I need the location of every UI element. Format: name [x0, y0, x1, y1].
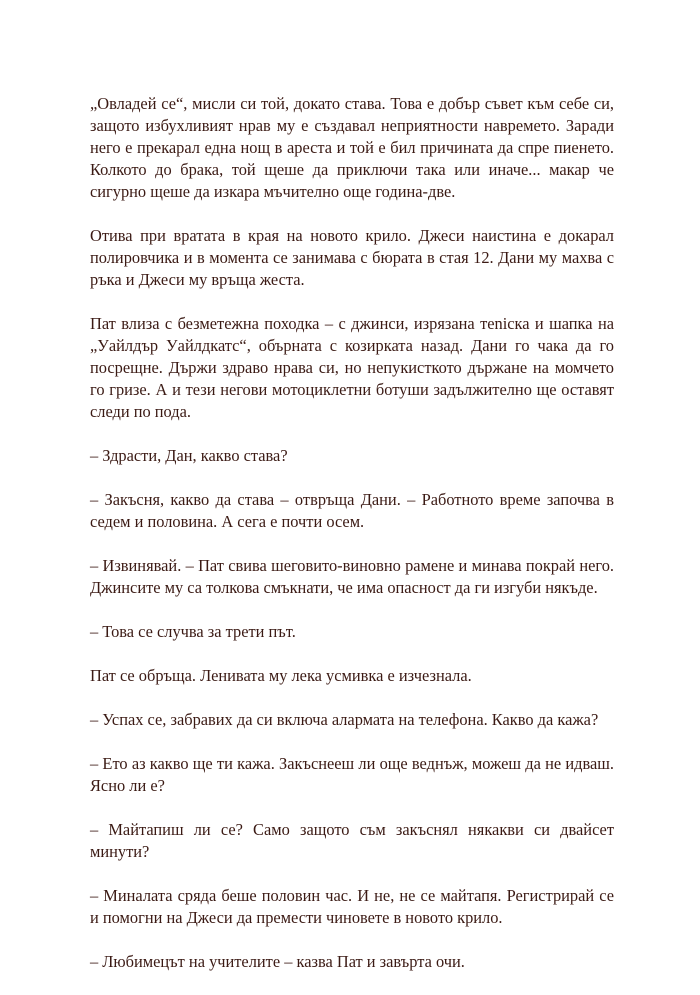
body-text — [90, 93, 614, 995]
paragraph-4: – Здрасти, Дан, какво става? — [90, 446, 288, 465]
paragraph-11: – Майтапиш ли се? Само защото съм закъснял някакви си двайсет минути? — [90, 820, 614, 861]
paragraph-6: – Извинявай. – Пат свива шеговито-виновно рамене и минава покрай него. Джинсите му са толкова смъкнати, че има опасност да ги изгуби някъде. — [90, 556, 614, 597]
paragraph-5: – Закъсня, какво да става – отвръща Дани. – Работното време започва в седем и половина. А сега е почти осем. — [90, 490, 614, 531]
paragraph-3: Пат влиза с безметежна походка – с джинси, изрязана теniска и шапка на „Уайлдър Уайлдкатс“, обърната с козирката назад. Дани го чака да го посрещне. Държи здраво нрава си, но непукисткото държане на момчето го гризе. А и тези негови мотоциклетни ботуши задължително ще оставят следи по пода. — [90, 314, 614, 421]
paragraph-8: Пат се обръща. Лениватa му лека усмивка е изчезнала. — [90, 666, 472, 685]
paragraph-9: – Успах се, забравих да си включа алармата на телефона. Какво да кажа? — [90, 710, 599, 729]
paragraph-10: – Ето аз какво ще ти кажа. Закъснееш ли още веднъж, можеш да не идваш. Ясно ли е? — [90, 754, 614, 795]
paragraph-12: – Миналата сряда беше половин час. И не, не се майтапя. Регистрирай се и помогни на Джеси да премести чиновете в новото крило. — [90, 886, 614, 927]
paragraph-13: – Любимецът на учителите – казва Пат и завърта очи. — [90, 952, 465, 971]
paragraph-2: Отива при вратата в края на новото крило. Джеси наистина е докарал полировчика и в момента се занимава с бюрата в стая 12. Дани му махва с ръка и Джеси му връща жеста. — [90, 226, 614, 289]
paragraph-7: – Това се случва за трети път. — [90, 622, 296, 641]
paragraph-1: „Овладей се“, мисли си той, докато става. Това е добър съвет към себе си, защото избухливият нрав му е създавал неприятности навремето. Заради него е прекарал една нощ в ареста и той е бил причината да спре пиенето. Колкото до брака, той щеше да приключи така или иначе... макар че сигурно щеше да изкара мъчително още година-две. — [90, 94, 614, 201]
